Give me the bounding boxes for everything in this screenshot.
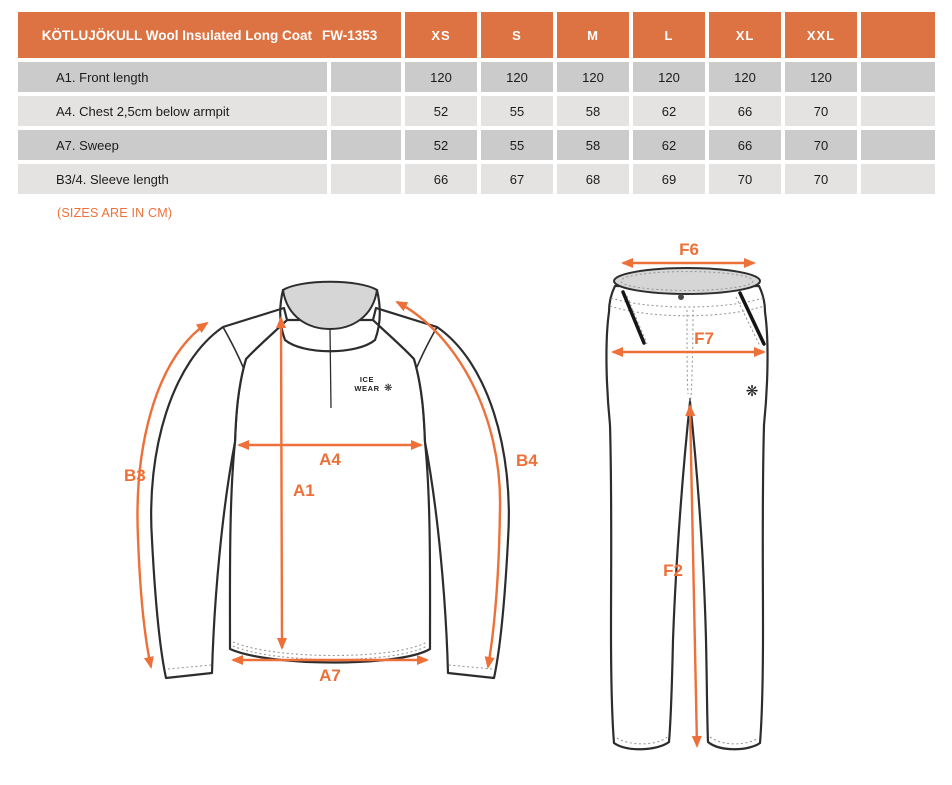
value-cell: 55	[481, 96, 553, 126]
value-cell: 67	[481, 164, 553, 194]
value-cell: 68	[557, 164, 629, 194]
measure-label-f2: F2	[663, 561, 683, 580]
product-code: FW-1353	[322, 27, 378, 43]
brand-snowflake-icon: ❋	[384, 383, 393, 394]
row-spacer-cell	[861, 96, 935, 126]
row-spacer-cell	[861, 164, 935, 194]
measure-label-a1: A1	[293, 481, 315, 500]
measurement-row	[18, 164, 935, 194]
value-cell: 70	[785, 130, 857, 160]
value-cell: 120	[481, 62, 553, 92]
measurement-label-cell: A4. Chest 2,5cm below armpit	[18, 96, 327, 126]
size-chart-header	[18, 12, 935, 58]
brand-logo-line1: ICE	[359, 375, 375, 384]
measure-label-b3: B3	[124, 466, 146, 485]
measurement-label-cell: B3/4. Sleeve length	[18, 164, 327, 194]
size-chart-body	[18, 62, 935, 194]
value-cell: 120	[709, 62, 781, 92]
value-cell: 70	[785, 164, 857, 194]
value-cell: 70	[709, 164, 781, 194]
value-cell: 58	[557, 130, 629, 160]
measurement-row	[18, 62, 935, 92]
measurement-label-cell: A1. Front length	[18, 62, 327, 92]
value-cell: 55	[481, 130, 553, 160]
value-cell: 120	[633, 62, 705, 92]
measurement-label-cell: A7. Sweep	[18, 130, 327, 160]
gap-cell	[331, 96, 401, 126]
measure-label-f7: F7	[694, 329, 714, 348]
header-row	[18, 12, 935, 58]
coat-measurement-diagram	[110, 250, 560, 690]
measure-arrow-a1	[281, 318, 282, 648]
size-column-header-xl: XL	[709, 12, 781, 58]
value-cell: 62	[633, 130, 705, 160]
pants-button	[678, 294, 684, 300]
value-cell: 66	[405, 164, 477, 194]
value-cell: 52	[405, 96, 477, 126]
value-cell: 120	[557, 62, 629, 92]
value-cell: 66	[709, 96, 781, 126]
value-cell: 52	[405, 130, 477, 160]
measurement-row	[18, 96, 935, 126]
measure-label-b4: B4	[516, 451, 538, 470]
row-spacer-cell	[861, 62, 935, 92]
size-column-header-s: S	[481, 12, 553, 58]
value-cell: 69	[633, 164, 705, 194]
gap-cell	[331, 62, 401, 92]
row-spacer-cell	[861, 130, 935, 160]
pants-outline	[606, 286, 767, 749]
product-title-cell	[18, 12, 401, 58]
size-column-header-xxl: XXL	[785, 12, 857, 58]
measure-label-a4: A4	[319, 450, 341, 469]
value-cell: 62	[633, 96, 705, 126]
measurement-row	[18, 130, 935, 160]
header-spacer-cell	[861, 12, 935, 58]
size-chart-table	[14, 8, 939, 198]
gap-cell	[331, 164, 401, 194]
value-cell: 58	[557, 96, 629, 126]
measure-label-a7: A7	[319, 666, 341, 685]
value-cell: 120	[405, 62, 477, 92]
brand-logo-line2: WEAR	[354, 384, 380, 393]
size-column-header-m: M	[557, 12, 629, 58]
value-cell: 120	[785, 62, 857, 92]
size-column-header-xs: XS	[405, 12, 477, 58]
size-column-header-l: L	[633, 12, 705, 58]
pants-measurement-diagram	[577, 240, 817, 770]
pants-snowflake-icon: ❋	[745, 382, 759, 400]
gap-cell	[331, 130, 401, 160]
value-cell: 66	[709, 130, 781, 160]
value-cell: 70	[785, 96, 857, 126]
sizes-unit-note: (SIZES ARE IN CM)	[57, 206, 173, 220]
measure-label-f6: F6	[679, 240, 699, 259]
product-title: KÖTLUJÖKULL Wool Insulated Long Coat	[41, 27, 312, 43]
